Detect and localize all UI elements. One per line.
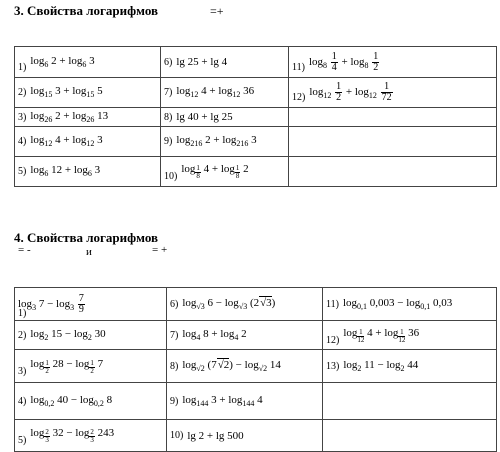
math-expression: $\log_{0,2} 40 - \log_{0,2} 8$ [30, 393, 113, 409]
section-4-table [14, 287, 497, 452]
exercise-cell: 12) $\log_{12}$ $\frac{1}{2}$ + $\log_{12}$ $\frac{1}{72}$ [289, 78, 497, 108]
table-row [15, 383, 497, 420]
math-expression: $\log_{√3} 6 - \log_{√3} (2√3)$ [182, 296, 276, 312]
exercise-cell: 10) lg 2 + lg 500 [167, 420, 323, 452]
empty-cell [289, 157, 497, 187]
math-expression: $\log_{216} 2 + \log_{216} 3$ [176, 134, 257, 149]
table-row [15, 78, 497, 108]
table-row [15, 157, 497, 187]
math-expression: log $\frac{1}{12}$ 4 + log $\frac{1}{12}$ 36 [343, 326, 420, 344]
math-expression: $\log_{12}$ $\frac{1}{2}$ + $\log_{12}$ $\frac{1}{72}$ [309, 81, 392, 103]
exercise-cell: $\log_3 7 - \log_3$ $\frac{7}{9}$ 1) [15, 288, 167, 321]
exercise-cell: 2) $\log_2 15 - \log_2 30$ [15, 321, 167, 350]
math-expression: $\log_6 2 + \log_6 3$ [30, 54, 95, 70]
table-row [15, 127, 497, 157]
exercise-cell: 7) $\log_{12} 4 + \log_{12} 36$ [161, 78, 289, 108]
math-expression: $\log_6 12 + \log_6 3$ [30, 164, 101, 179]
table-row [15, 47, 497, 78]
empty-cell [323, 420, 497, 452]
exercise-cell: 4) $\log_{0,2} 40 - \log_{0,2} 8$ [15, 383, 167, 420]
math-expression: $\log_{12} 4 + \log_{12} 3$ [30, 134, 103, 149]
exercise-cell: 2) $\log_{15} 3 + \log_{15} 5$ [15, 78, 161, 108]
math-expression: $\log_{√2} (7√2) - \log_{√2} 14$ [182, 358, 281, 374]
exercise-cell: 8) $\log_{√2} (7√2) - \log_{√2} 14$ [167, 350, 323, 383]
exercise-cell: 5) $\log_6 12 + \log_6 3$ [15, 157, 161, 187]
exercise-cell: 9) $\log_{144} 3 + \log_{144} 4$ [167, 383, 323, 420]
section-4-formula-b: = + [152, 244, 168, 256]
exercise-cell: 12)log $\frac{1}{12}$ 4 + log $\frac{1}{12}$ 36 [323, 321, 497, 350]
exercise-cell: 9) $\log_{216} 2 + \log_{216} 3$ [161, 127, 289, 157]
empty-cell [289, 127, 497, 157]
section-4-formula-a: = - [18, 244, 31, 256]
section-3-title: 3. Свойства логарифмов [14, 3, 159, 18]
math-expression: $\log_{0,1} 0,003 - \log_{0,1} 0,03$ [342, 296, 453, 312]
math-expression: $\log_{15} 3 + \log_{15} 5$ [30, 85, 103, 100]
exercise-cell: 5)log $\frac{2}{3}$ 32 − log $\frac{2}{3}$ 243 [15, 420, 167, 452]
section-4-title: 4. Свойства логарифмов [14, 230, 159, 245]
section-4-heading [14, 230, 158, 246]
table-row [15, 108, 497, 127]
exercise-cell: 6) $\log_{√3} 6 - \log_{√3} (2√3)$ [167, 288, 323, 321]
math-expression: $\log_2 15 - \log_2 30$ [30, 327, 106, 343]
math-expression: log $\frac{1}{2}$ 28 − log $\frac{1}{2}$ 7 [30, 357, 104, 375]
math-expression: $\log_{26} 2 + \log_{26} 13$ [30, 109, 109, 125]
exercise-cell: 3)log $\frac{1}{2}$ 28 − log $\frac{1}{2}$ 7 [15, 350, 167, 383]
exercise-cell: 4) $\log_{12} 4 + \log_{12} 3$ [15, 127, 161, 157]
section-3-table [14, 46, 497, 187]
section-3-formula: =+ [210, 4, 224, 18]
math-expression: log $\frac{1}{8}$ 4 + log $\frac{1}{8}$ 2 [181, 163, 249, 180]
math-expression: $\log_{12} 4 + \log_{12} 36$ [176, 85, 255, 100]
math-expression: lg 40 + lg 25 [176, 111, 233, 124]
math-expression: $\log_3 7 - \log_3$ $\frac{7}{9}$ [18, 292, 84, 315]
math-expression: log $\frac{2}{3}$ 32 − log $\frac{2}{3}$ 243 [30, 427, 115, 444]
exercise-cell: 10)log $\frac{1}{8}$ 4 + log $\frac{1}{8}$ 2 [161, 157, 289, 187]
math-expression: $\log_8$ $\frac{1}{4}$ + $\log_8$ $\frac{1}{2}$ [308, 50, 379, 73]
table-row [15, 321, 497, 350]
table-row [15, 288, 497, 321]
section-4-formula-and: и [86, 246, 92, 258]
exercise-cell: 7) $\log_4 8 + \log_4 2$ [167, 321, 323, 350]
empty-cell [323, 383, 497, 420]
exercise-cell: 8) lg 40 + lg 25 [161, 108, 289, 127]
math-expression: lg 25 + lg 4 [176, 56, 228, 69]
exercise-cell: 13) $\log_2 11 - \log_2 44$ [323, 350, 497, 383]
exercise-cell: 3) $\log_{26} 2 + \log_{26} 13$ [15, 108, 161, 127]
math-expression: $\log_4 8 + \log_4 2$ [182, 327, 247, 343]
exercise-cell: 11) $\log_{0,1} 0,003 - \log_{0,1} 0,03$ [323, 288, 497, 321]
exercise-cell: 6) lg 25 + lg 4 [161, 47, 289, 78]
math-expression: $\log_{144} 3 + \log_{144} 4$ [182, 393, 263, 409]
exercise-cell: $1)\log_6$ $2 + \log_6 3$ [15, 47, 161, 78]
exercise-cell: 11) $\log_8$ $\frac{1}{4}$ + $\log_8$ $\frac{1}{2}$ [289, 47, 497, 78]
math-expression: lg 2 + lg 500 [187, 429, 244, 442]
table-row [15, 420, 497, 452]
table-row [15, 350, 497, 383]
math-expression: $\log_2 11 - \log_2 44$ [343, 358, 419, 374]
empty-cell [289, 108, 497, 127]
section-3-heading [14, 3, 224, 19]
